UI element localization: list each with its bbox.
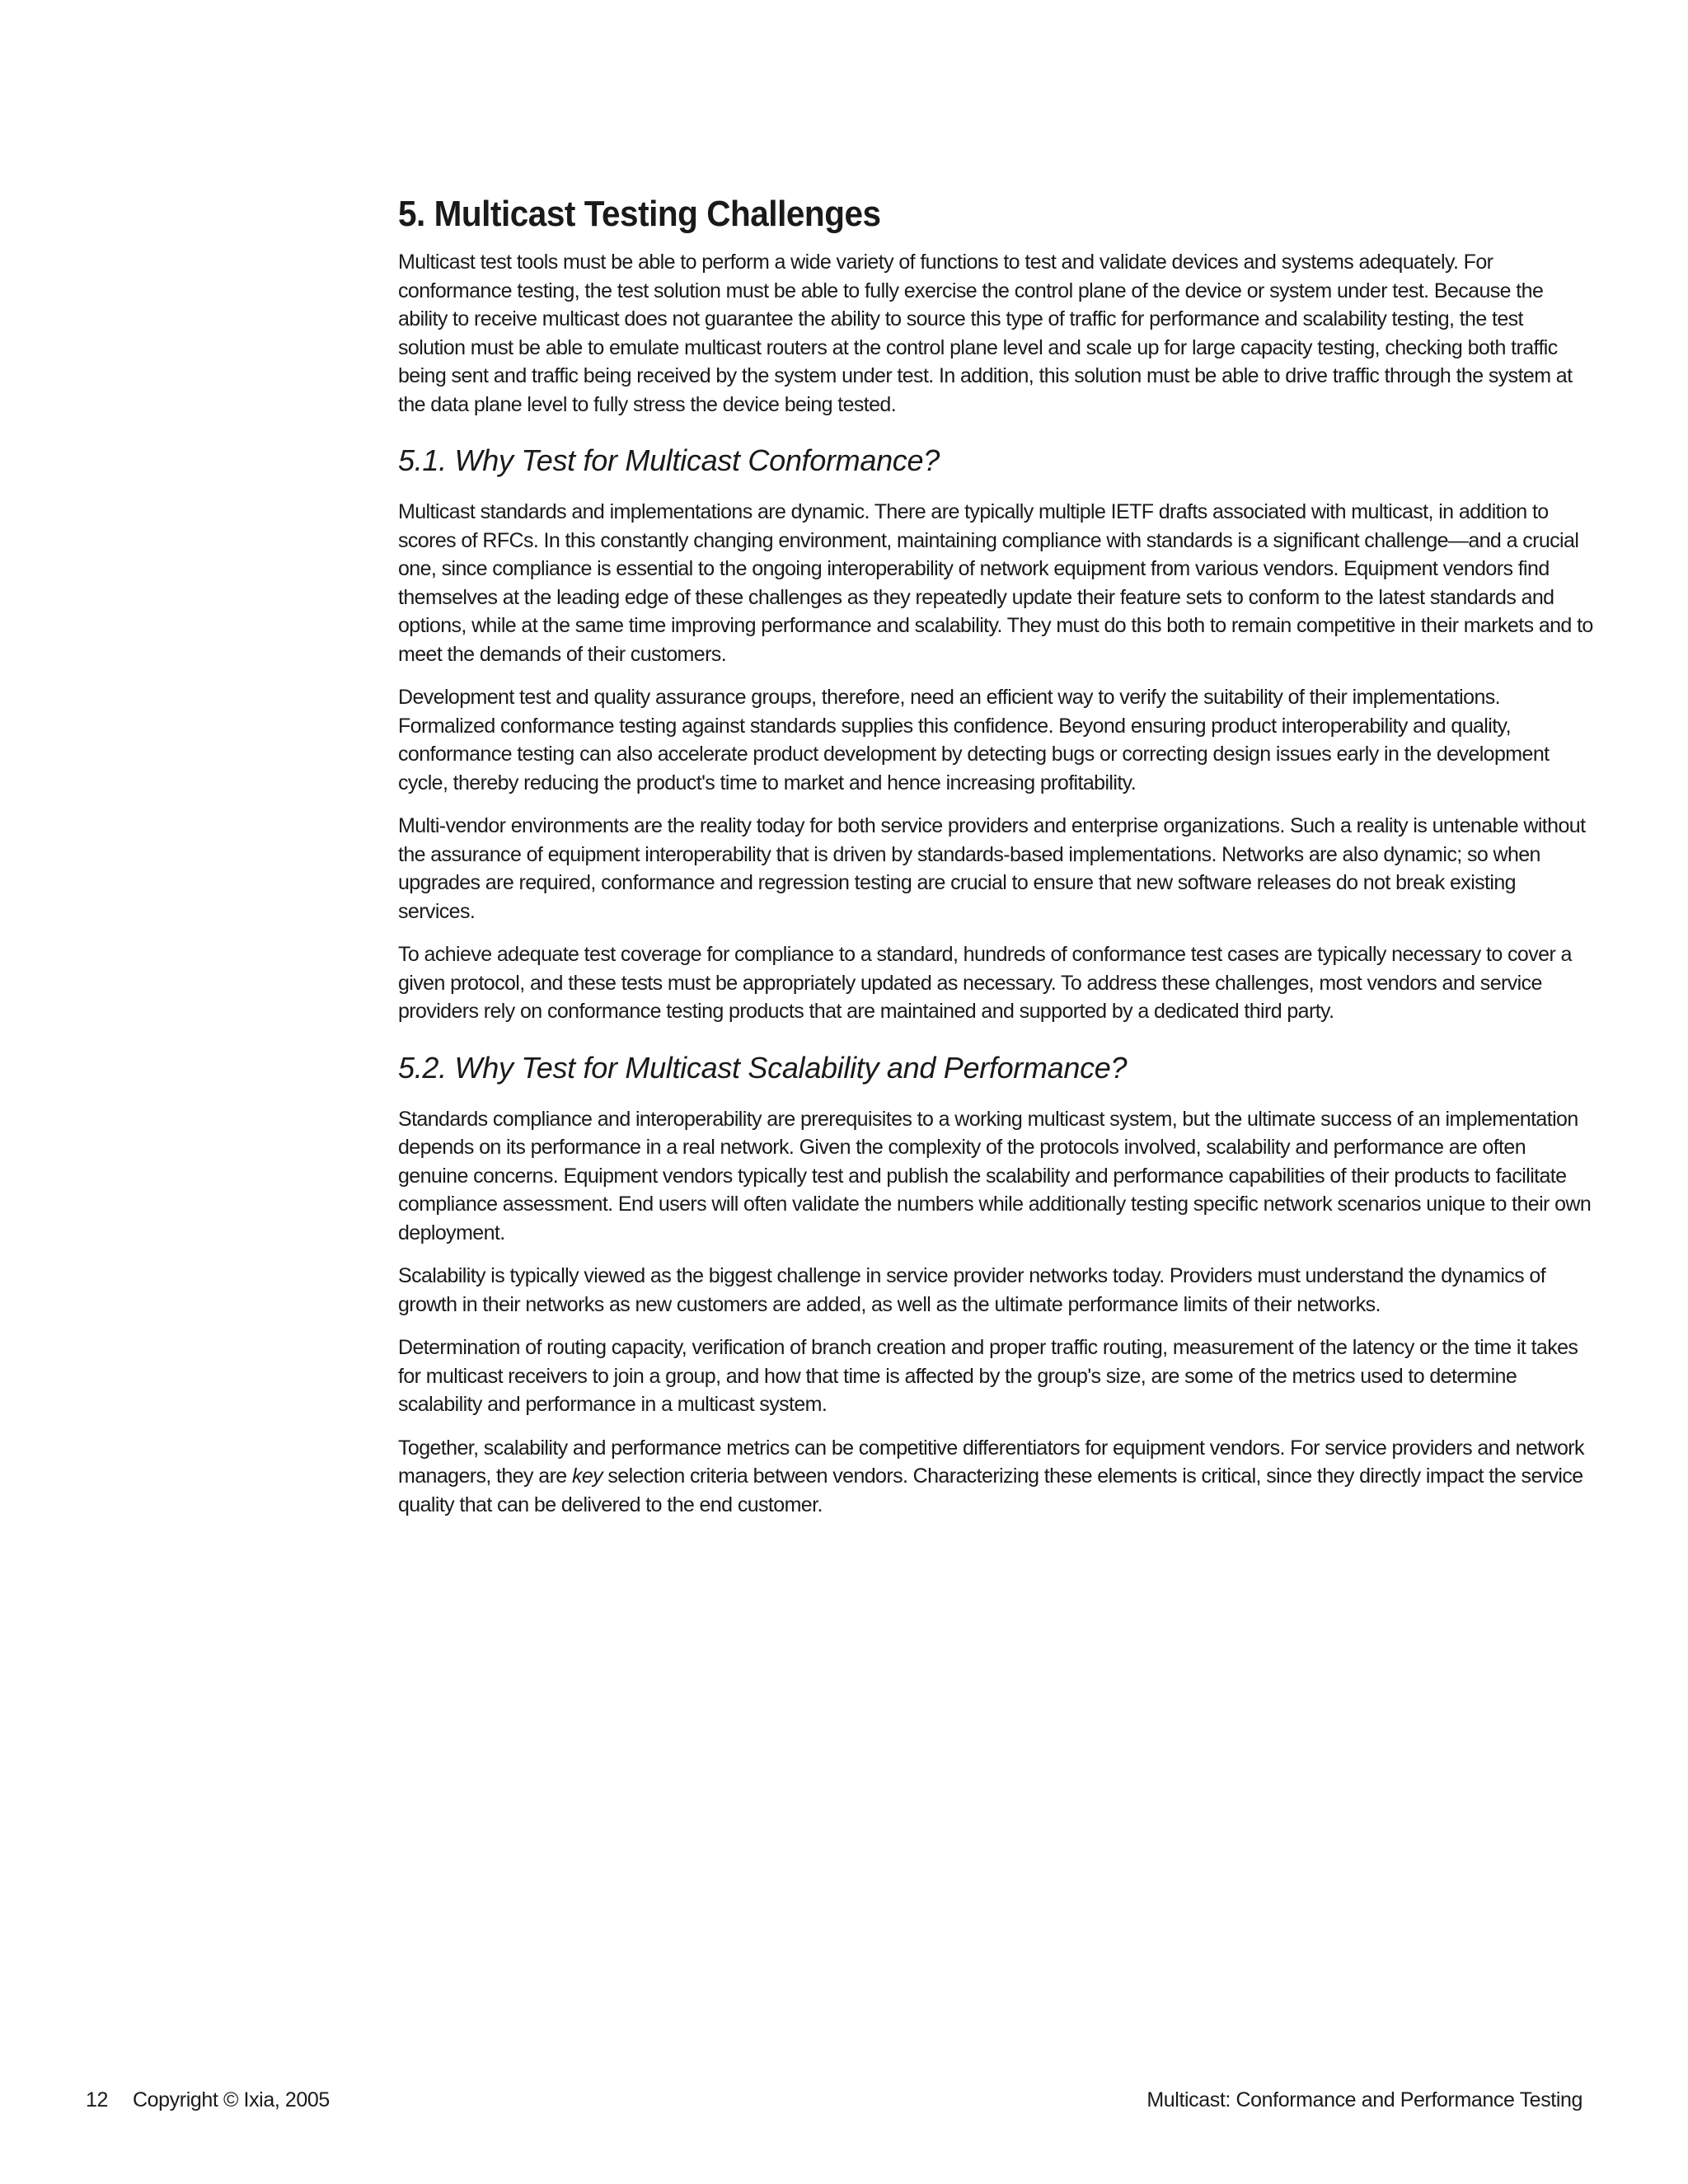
- emphasis-key: key: [571, 1465, 603, 1488]
- section-5-1-paragraph: Development test and quality assurance groups, therefore, need an efficient way to verify the suitability of their implementations. Formalized conformance testing against standards supplies this confidence. Beyond ensuring product interoperability and quality, conformance testing can also accelerate product development by detecting bugs or correcting design issues early in the development cycle, thereby reducing the product's time to market and hence increasing profitability.: [398, 686, 1550, 794]
- footer-left: [86, 2088, 330, 2112]
- section-5-1-paragraph: Multicast standards and implementations are dynamic. There are typically multiple IETF drafts associated with multicast, in addition to scores of RFCs. In this constantly changing environment, maintaining compliance with standards is a significant challenge—and a crucial one, since compliance is essential to the ongoing interoperability of network equipment from various vendors. Equipment vendors find themselves at the leading edge of these challenges as they repeatedly update their feature sets to conform to the latest standards and options, while at the same time improving performance and scalability. They must do this both to remain competitive in their markets and to meet the demands of their customers.: [398, 500, 1593, 666]
- page-content: [398, 194, 1593, 1534]
- section-5-2-paragraph: Scalability is typically viewed as the biggest challenge in service provider networks today. Providers must understand the dynamics of growth in their networks as new customers are added, as well as the ultimate performance limits of their networks.: [398, 1264, 1546, 1316]
- section-5-2-paragraph: Standards compliance and interoperability are prerequisites to a working multicast system, but the ultimate success of an implementation depends on its performance in a real network. Given the complexity of the protocols involved, scalability and performance are often genuine concerns. Equipment vendors typically test and publish the scalability and performance capabilities of their products to facilitate compliance assessment. End users will often validate the numbers while additionally testing specific network scenarios unique to their own deployment.: [398, 1107, 1592, 1244]
- footer-doc-title: Multicast: Conformance and Performance Testing: [1146, 2088, 1582, 2111]
- section-5-1-heading: 5.1. Why Test for Multicast Conformance?: [398, 443, 940, 477]
- copyright-notice: Copyright © Ixia, 2005: [133, 2088, 330, 2111]
- section-5-2-heading: 5.2. Why Test for Multicast Scalability and Performance?: [398, 1050, 1128, 1085]
- section-5-heading: 5. Multicast Testing Challenges: [398, 194, 881, 234]
- section-5-intro: Multicast test tools must be able to perform a wide variety of functions to test and validate devices and systems adequately. For conformance testing, the test solution must be able to fully exercise the control plane of the device or system under test. Because the ability to receive multicast does not guarantee the ability to source this type of traffic for performance and scalability testing, the test solution must be able to emulate multicast routers at the control plane level and scale up for large capacity testing, checking both traffic being sent and traffic being received by the system under test. In addition, this solution must be able to drive traffic through the system at the data plane level to fully stress the device being tested.: [398, 251, 1573, 416]
- final-paragraph-text-before: Together, scalability and performance metrics can be competitive differentiators for equipment vendors. For service providers and network managers, they are: [398, 1436, 1584, 1488]
- section-5-1-paragraph: To achieve adequate test coverage for compliance to a standard, hundreds of conformance test cases are typically necessary to cover a given protocol, and these tests must be appropriately updated as necessary. To address these challenges, most vendors and service providers rely on conformance testing products that are maintained and supported by a dedicated third party.: [398, 943, 1572, 1023]
- page-number: 12: [86, 2088, 109, 2111]
- section-5-1-paragraph: Multi-vendor environments are the reality today for both service providers and enterprise organizations. Such a reality is untenable without the assurance of equipment interoperability that is driven by standards-based implementations. Networks are also dynamic; so when upgrades are required, conformance and regression testing are crucial to ensure that new software releases do not break existing services.: [398, 814, 1586, 923]
- final-paragraph-text-after: selection criteria between vendors. Characterizing these elements is critical, since they directly impact the service quality that can be delivered to the end customer.: [398, 1465, 1583, 1516]
- section-5-2-final-paragraph: [398, 1434, 1593, 1520]
- section-5-2-paragraph: Determination of routing capacity, verification of branch creation and proper traffic routing, measurement of the latency or the time it takes for multicast receivers to join a group, and how that time is affected by the group's size, are some of the metrics used to determine scalability and performance in a multicast system.: [398, 1336, 1578, 1416]
